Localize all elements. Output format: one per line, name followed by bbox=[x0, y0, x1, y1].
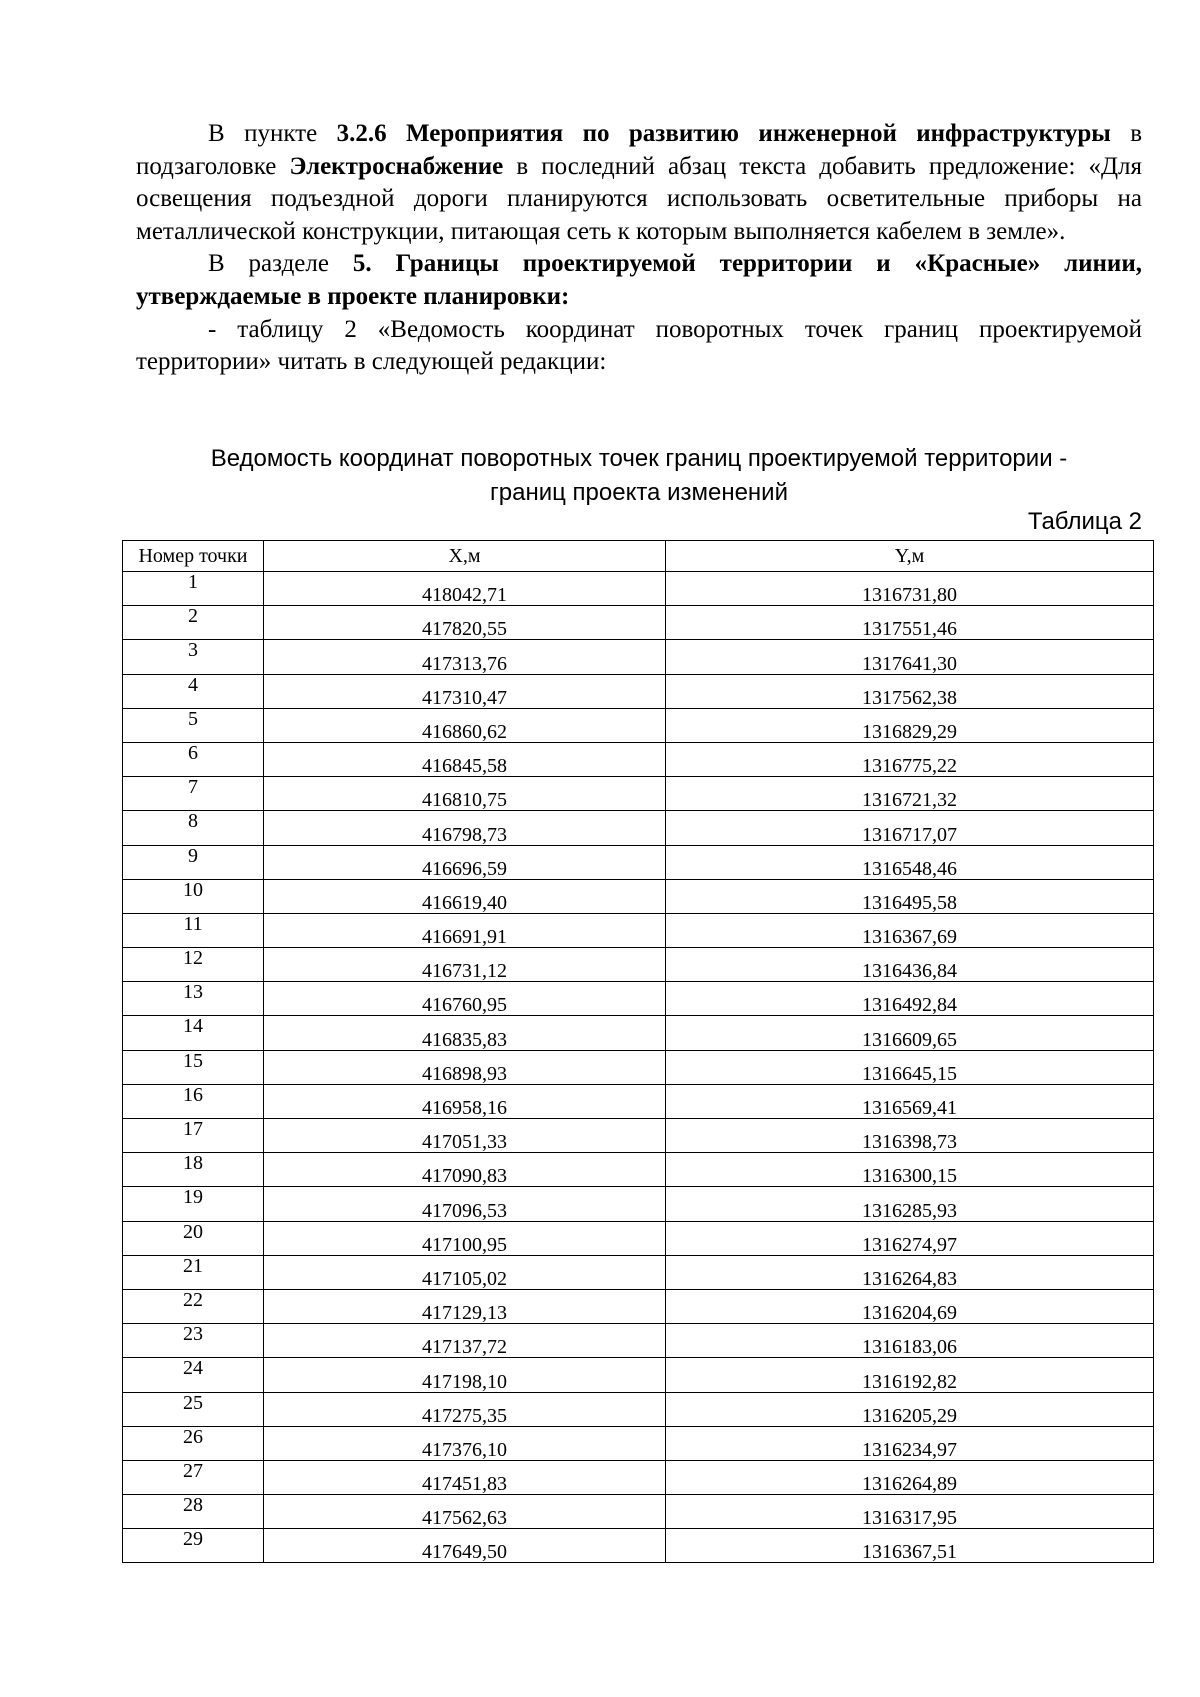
cell-x: 416691,91 bbox=[264, 913, 666, 947]
paragraph-intro: В разделе bbox=[208, 250, 353, 278]
cell-point-number: 17 bbox=[123, 1119, 264, 1153]
cell-x: 417051,33 bbox=[264, 1119, 666, 1153]
header-y: Y,м bbox=[666, 541, 1154, 572]
cell-y: 1316317,95 bbox=[666, 1495, 1154, 1529]
cell-point-number: 22 bbox=[123, 1289, 264, 1323]
cell-y: 1316721,32 bbox=[666, 777, 1154, 811]
cell-point-number: 25 bbox=[123, 1392, 264, 1426]
table-row bbox=[123, 1392, 1154, 1426]
cell-y: 1316205,29 bbox=[666, 1392, 1154, 1426]
table-row bbox=[123, 606, 1154, 640]
table-row bbox=[123, 1495, 1154, 1529]
cell-point-number: 12 bbox=[123, 948, 264, 982]
table-title bbox=[136, 442, 1142, 510]
cell-point-number: 11 bbox=[123, 913, 264, 947]
paragraph-mid: в подзаголовке bbox=[136, 120, 1142, 180]
cell-point-number: 20 bbox=[123, 1221, 264, 1255]
cell-y: 1316548,46 bbox=[666, 845, 1154, 879]
table-row bbox=[123, 1084, 1154, 1118]
cell-point-number: 13 bbox=[123, 982, 264, 1016]
cell-x: 416731,12 bbox=[264, 948, 666, 982]
table-body bbox=[123, 572, 1154, 1563]
table-row bbox=[123, 674, 1154, 708]
cell-y: 1317641,30 bbox=[666, 640, 1154, 674]
header-point-number: Номер точки bbox=[123, 541, 264, 572]
table-row bbox=[123, 845, 1154, 879]
cell-x: 416835,83 bbox=[264, 1016, 666, 1050]
cell-y: 1316829,29 bbox=[666, 708, 1154, 742]
table-row bbox=[123, 1016, 1154, 1050]
section-reference: 3.2.6 Мероприятия по развитию инженерной инфраструктуры bbox=[336, 120, 1111, 147]
table-row bbox=[123, 572, 1154, 606]
cell-x: 416860,62 bbox=[264, 708, 666, 742]
cell-x: 416760,95 bbox=[264, 982, 666, 1016]
cell-point-number: 9 bbox=[123, 845, 264, 879]
cell-y: 1316264,89 bbox=[666, 1460, 1154, 1494]
cell-y: 1316492,84 bbox=[666, 982, 1154, 1016]
cell-point-number: 7 bbox=[123, 777, 264, 811]
cell-x: 416696,59 bbox=[264, 845, 666, 879]
paragraph-electricity bbox=[136, 118, 1142, 248]
cell-y: 1316300,15 bbox=[666, 1153, 1154, 1187]
cell-y: 1316367,51 bbox=[666, 1529, 1154, 1563]
table-row bbox=[123, 913, 1154, 947]
paragraph-section-5 bbox=[136, 248, 1142, 313]
cell-y: 1316264,83 bbox=[666, 1255, 1154, 1289]
cell-x: 416958,16 bbox=[264, 1084, 666, 1118]
cell-y: 1316775,22 bbox=[666, 742, 1154, 776]
cell-x: 416810,75 bbox=[264, 777, 666, 811]
paragraph-table-instruction: - таблицу 2 «Ведомость координат поворотных точек границ проектируемой территории» читать в следующей редакции: bbox=[136, 315, 1142, 376]
cell-y: 1316398,73 bbox=[666, 1119, 1154, 1153]
cell-point-number: 6 bbox=[123, 742, 264, 776]
cell-x: 417090,83 bbox=[264, 1153, 666, 1187]
cell-y: 1316274,97 bbox=[666, 1221, 1154, 1255]
table-row bbox=[123, 640, 1154, 674]
cell-point-number: 15 bbox=[123, 1050, 264, 1084]
cell-x: 417649,50 bbox=[264, 1529, 666, 1563]
cell-point-number: 19 bbox=[123, 1187, 264, 1221]
cell-x: 417313,76 bbox=[264, 640, 666, 674]
table-title-line-1: Ведомость координат поворотных точек границ проектируемой территории - bbox=[210, 445, 1068, 472]
cell-y: 1316234,97 bbox=[666, 1426, 1154, 1460]
cell-y: 1316183,06 bbox=[666, 1324, 1154, 1358]
cell-x: 417275,35 bbox=[264, 1392, 666, 1426]
cell-x: 417310,47 bbox=[264, 674, 666, 708]
cell-point-number: 2 bbox=[123, 606, 264, 640]
cell-x: 416845,58 bbox=[264, 742, 666, 776]
cell-point-number: 3 bbox=[123, 640, 264, 674]
cell-x: 416619,40 bbox=[264, 879, 666, 913]
table-row bbox=[123, 1153, 1154, 1187]
cell-point-number: 5 bbox=[123, 708, 264, 742]
section-reference: 5. Границы проектируемой территории и «Красные» линии, утверждаемые в проекте планировки: bbox=[136, 250, 1142, 310]
cell-point-number: 23 bbox=[123, 1324, 264, 1358]
cell-x: 416798,73 bbox=[264, 811, 666, 845]
cell-x: 417137,72 bbox=[264, 1324, 666, 1358]
cell-y: 1316204,69 bbox=[666, 1289, 1154, 1323]
table-header-row bbox=[123, 541, 1154, 572]
table-row bbox=[123, 982, 1154, 1016]
cell-y: 1316436,84 bbox=[666, 948, 1154, 982]
cell-y: 1316495,58 bbox=[666, 879, 1154, 913]
table-row bbox=[123, 1050, 1154, 1084]
cell-x: 417105,02 bbox=[264, 1255, 666, 1289]
coordinates-table bbox=[122, 540, 1154, 1563]
cell-y: 1317551,46 bbox=[666, 606, 1154, 640]
table-row bbox=[123, 777, 1154, 811]
cell-point-number: 27 bbox=[123, 1460, 264, 1494]
table-number-label: Таблица 2 bbox=[1027, 508, 1142, 535]
body-text bbox=[136, 118, 1142, 379]
paragraph-intro: В пункте bbox=[208, 120, 337, 147]
cell-y: 1316192,82 bbox=[666, 1358, 1154, 1392]
header-x: X,м bbox=[264, 541, 666, 572]
cell-point-number: 29 bbox=[123, 1529, 264, 1563]
cell-y: 1316731,80 bbox=[666, 572, 1154, 606]
paragraph-rest: в последний абзац текста добавить предложение: «Для освещения подъездной дороги планируются использовать осветительные приборы на металлической конструкции, питающая сеть к которым выполняется кабелем в земле». bbox=[136, 152, 1143, 245]
cell-point-number: 21 bbox=[123, 1255, 264, 1289]
cell-point-number: 14 bbox=[123, 1016, 264, 1050]
table-row bbox=[123, 742, 1154, 776]
cell-x: 417451,83 bbox=[264, 1460, 666, 1494]
cell-x: 416898,93 bbox=[264, 1050, 666, 1084]
cell-point-number: 10 bbox=[123, 879, 264, 913]
cell-y: 1316609,65 bbox=[666, 1016, 1154, 1050]
cell-y: 1316367,69 bbox=[666, 913, 1154, 947]
table-row bbox=[123, 1358, 1154, 1392]
cell-y: 1316569,41 bbox=[666, 1084, 1154, 1118]
cell-point-number: 28 bbox=[123, 1495, 264, 1529]
table-row bbox=[123, 1324, 1154, 1358]
table-row bbox=[123, 708, 1154, 742]
cell-point-number: 4 bbox=[123, 674, 264, 708]
cell-y: 1316717,07 bbox=[666, 811, 1154, 845]
table-row bbox=[123, 879, 1154, 913]
cell-x: 417562,63 bbox=[264, 1495, 666, 1529]
table-row bbox=[123, 1119, 1154, 1153]
cell-point-number: 26 bbox=[123, 1426, 264, 1460]
table-row bbox=[123, 1289, 1154, 1323]
cell-x: 417820,55 bbox=[264, 606, 666, 640]
cell-point-number: 18 bbox=[123, 1153, 264, 1187]
cell-x: 417129,13 bbox=[264, 1289, 666, 1323]
table-row bbox=[123, 1460, 1154, 1494]
cell-x: 417100,95 bbox=[264, 1221, 666, 1255]
cell-point-number: 1 bbox=[123, 572, 264, 606]
cell-y: 1317562,38 bbox=[666, 674, 1154, 708]
table-row bbox=[123, 1426, 1154, 1460]
cell-point-number: 24 bbox=[123, 1358, 264, 1392]
table-row bbox=[123, 1187, 1154, 1221]
subheading-reference: Электроснабжение bbox=[289, 152, 504, 180]
table-row bbox=[123, 1221, 1154, 1255]
table-row bbox=[123, 948, 1154, 982]
cell-point-number: 8 bbox=[123, 811, 264, 845]
table-row bbox=[123, 1529, 1154, 1563]
table-title-line-2: границ проекта изменений bbox=[490, 479, 788, 506]
cell-x: 417198,10 bbox=[264, 1358, 666, 1392]
cell-point-number: 16 bbox=[123, 1084, 264, 1118]
table-row bbox=[123, 1255, 1154, 1289]
cell-x: 418042,71 bbox=[264, 572, 666, 606]
cell-x: 417096,53 bbox=[264, 1187, 666, 1221]
cell-y: 1316285,93 bbox=[666, 1187, 1154, 1221]
table-row bbox=[123, 811, 1154, 845]
cell-y: 1316645,15 bbox=[666, 1050, 1154, 1084]
cell-x: 417376,10 bbox=[264, 1426, 666, 1460]
